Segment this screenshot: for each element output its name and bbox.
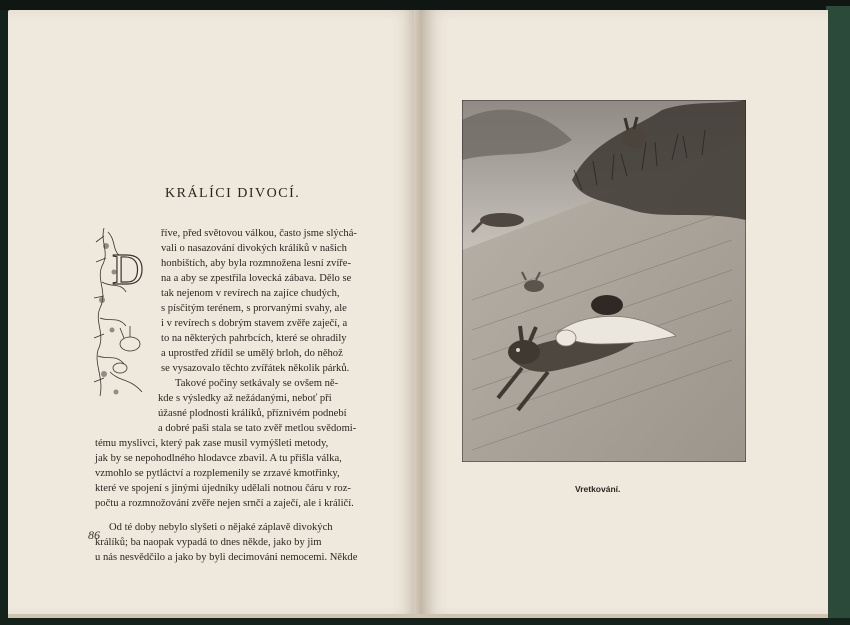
top-edge-shadow [0, 0, 850, 10]
text-line: i v revírech s dobrým stavem zvěře zaječí, a [161, 318, 348, 329]
right-page [420, 10, 828, 617]
text-line: honbištích, aby byla rozmnožena lesní zvíře- [161, 258, 352, 269]
drop-cap-letter: D [112, 245, 144, 294]
page-bottom-edge [8, 614, 828, 618]
text-full-width [95, 436, 374, 565]
text-line: vzmohlo se pytláctví a rozplemenily se zrzavé kmotřinky, [95, 468, 340, 479]
text-line: u nás nesvědčilo a jako by byli decimováni nemocemi. Někde [95, 552, 358, 563]
text-line: vali o nasazování divokých králíků v našich [161, 243, 347, 254]
illustration-plate [462, 100, 746, 462]
text-line: a dobré paši stala se tato zvěř metlou svědomi- [158, 423, 357, 434]
text-line: to na některých pahrbcích, které se ohradily [161, 333, 347, 344]
illustration-caption: Vretkování. [575, 484, 621, 494]
text-line: úžasné plodnosti králíků, příznivém podnebí [158, 408, 347, 419]
paragraph-start: Takové počiny setkávaly se ovšem ně- [175, 378, 339, 389]
text-line: říve, před světovou válkou, často jsme slýchá- [161, 228, 357, 239]
chapter-title: KRÁLÍCI DIVOCÍ. [165, 186, 301, 201]
text-line: na a aby se zpestřila lovecká zábava. Dělo se [161, 273, 352, 284]
text-line: Od té doby nebylo slyšeti o nějaké záplavě divokých [109, 522, 333, 533]
text-line: se vysazovalo těchto zvířátek několik párků. [161, 363, 350, 374]
book-cover-edge [826, 6, 850, 618]
decorated-initial-ornament [90, 222, 152, 404]
text-line: počtu a rozmnožování zvěře nejen srnčí a zaječí, ale i králičí. [95, 498, 354, 509]
text-line: které ve spojení s jinými újedníky udělali notnou čáru v roz- [95, 483, 351, 494]
text-line: kde s výsledky až nežádanými, neboť při [158, 393, 332, 404]
text-beside-initial [161, 226, 374, 391]
text-line: s písčitým terénem, s prorvanými svahy, ale [161, 303, 347, 314]
text-line: tak nejenom v revírech na zajíce chudých, [161, 288, 340, 299]
left-page [8, 10, 420, 617]
text-line: tému myslivci, který pak zase musil vymýšleti metody, [95, 438, 329, 449]
page-number: 86 [88, 528, 100, 542]
text-line: jak by se nepohodlného hlodavce zbavil. A tu přišla válka, [95, 453, 342, 464]
text-narrow-continuation [158, 391, 374, 436]
text-line: králíků; ba naopak vypadá to dnes někde, jako by jim [95, 537, 322, 548]
text-line: a uprostřed zřídil se umělý brloh, do něhož [161, 348, 343, 359]
